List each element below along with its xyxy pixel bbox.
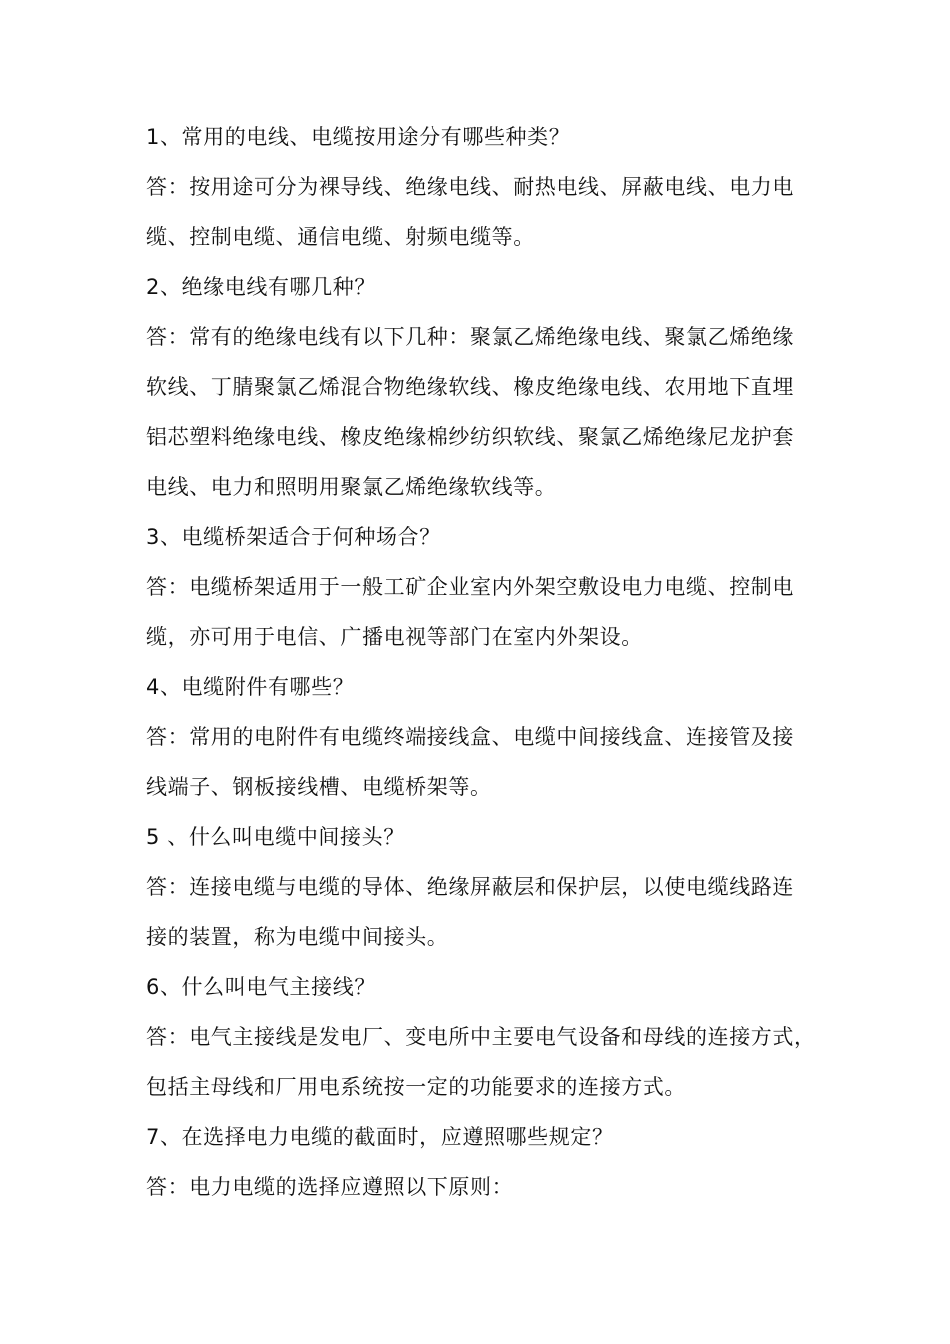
answer-2-line-1: 答：常有的绝缘电线有以下几种：聚氯乙烯绝缘电线、聚氯乙烯绝缘 <box>146 325 794 349</box>
answer-5-line-2: 接的装置，称为电缆中间接头。 <box>146 925 449 949</box>
answer-2-line-3: 铝芯塑料绝缘电线、橡皮绝缘棉纱纺织软线、聚氯乙烯绝缘尼龙护套 <box>146 425 794 449</box>
answer-6-line-2: 包括主母线和厂用电系统按一定的功能要求的连接方式。 <box>146 1075 686 1099</box>
answer-4-line-1: 答：常用的电附件有电缆终端接线盒、电缆中间接线盒、连接管及接 <box>146 725 794 749</box>
answer-3-line-2: 缆，亦可用于电信、广播电视等部门在室内外架设。 <box>146 625 643 649</box>
answer-7-line-1: 答：电力电缆的选择应遵照以下原则： <box>146 1175 514 1199</box>
answer-3-line-1: 答：电缆桥架适用于一般工矿企业室内外架空敷设电力电缆、控制电 <box>146 575 794 599</box>
answer-1-line-2: 缆、控制电缆、通信电缆、射频电缆等。 <box>146 225 535 249</box>
question-1: 1、常用的电线、电缆按用途分有哪些种类？ <box>146 125 571 149</box>
question-4: 4、电缆附件有哪些？ <box>146 675 355 699</box>
answer-5-line-1: 答：连接电缆与电缆的导体、绝缘屏蔽层和保护层，以使电缆线路连 <box>146 875 794 899</box>
answer-2-line-4: 电线、电力和照明用聚氯乙烯绝缘软线等。 <box>146 475 557 499</box>
question-7: 7、在选择电力电缆的截面时，应遵照哪些规定？ <box>146 1125 614 1149</box>
question-5: 5 、什么叫电缆中间接头？ <box>146 825 405 849</box>
document-body <box>146 112 816 1212</box>
question-6: 6、什么叫电气主接线？ <box>146 975 376 999</box>
answer-1-line-1: 答：按用途可分为裸导线、绝缘电线、耐热电线、屏蔽电线、电力电 <box>146 175 794 199</box>
answer-2-line-2: 软线、丁腈聚氯乙烯混合物绝缘软线、橡皮绝缘电线、农用地下直埋 <box>146 375 794 399</box>
answer-6-line-1: 答：电气主接线是发电厂、变电所中主要电气设备和母线的连接方式， <box>146 1025 816 1049</box>
answer-4-line-2: 线端子、钢板接线槽、电缆桥架等。 <box>146 775 492 799</box>
question-3: 3、电缆桥架适合于何种场合？ <box>146 525 441 549</box>
question-2: 2、绝缘电线有哪几种？ <box>146 275 376 299</box>
